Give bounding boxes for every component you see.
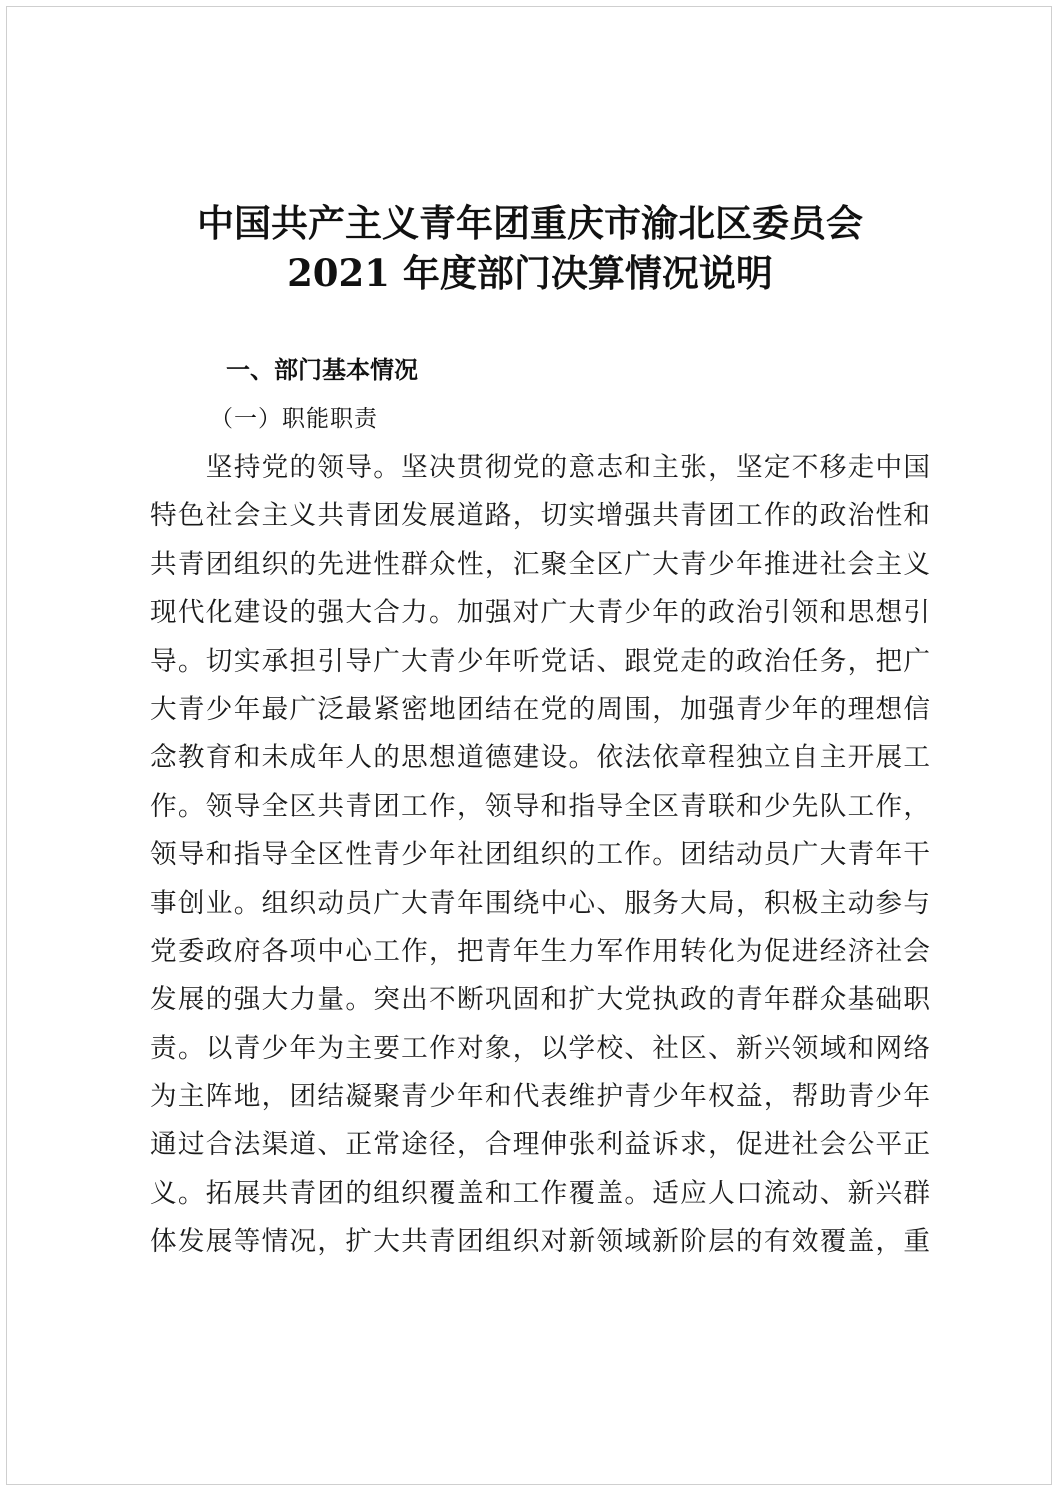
subsection-heading: （一）职能职责 (210, 406, 378, 432)
body-line: 为主阵地，团结凝聚青少年和代表维护青少年权益，帮助青少年 (150, 1081, 930, 1113)
body-line: 事创业。组织动员广大青年围绕中心、服务大局，积极主动参与 (150, 887, 930, 919)
document-title-line-1: 中国共产主义青年团重庆市渝北区委员会 (197, 201, 863, 245)
body-line: 坚持党的领导。坚决贯彻党的意志和主张，坚定不移走中国 (150, 452, 930, 483)
body-line: 义。拓展共青团的组织覆盖和工作覆盖。适应人口流动、新兴群 (150, 1177, 930, 1209)
body-line: 念教育和未成年人的思想道德建设。依法依章程独立自主开展工 (150, 742, 930, 774)
body-line: 领导和指导全区性青少年社团组织的工作。团结动员广大青年干 (150, 839, 930, 871)
body-line: 现代化建设的强大合力。加强对广大青少年的政治引领和思想引 (150, 597, 930, 629)
body-line: 导。切实承担引导广大青少年听党话、跟党走的政治任务，把广 (150, 645, 930, 677)
body-paragraph (150, 444, 930, 1267)
body-line: 责。以青少年为主要工作对象，以学校、社区、新兴领域和网络 (150, 1032, 930, 1064)
body-line: 体发展等情况，扩大共青团组织对新领域新阶层的有效覆盖，重 (150, 1226, 930, 1258)
document-title-line-2: 2021 年度部门决算情况说明 (287, 251, 773, 295)
body-line: 发展的强大力量。突出不断巩固和扩大党执政的青年群众基础职 (150, 984, 930, 1016)
section-heading: 一、部门基本情况 (226, 356, 418, 384)
body-line: 通过合法渠道、正常途径，合理伸张利益诉求，促进社会公平正 (150, 1129, 930, 1161)
body-line: 特色社会主义共青团发展道路，切实增强共青团工作的政治性和 (150, 500, 930, 532)
body-line: 党委政府各项中心工作，把青年生力军作用转化为促进经济社会 (150, 935, 930, 967)
body-line: 作。领导全区共青团工作，领导和指导全区青联和少先队工作， (150, 790, 930, 822)
body-line: 大青少年最广泛最紧密地团结在党的周围，加强青少年的理想信 (150, 693, 930, 725)
body-line: 共青团组织的先进性群众性，汇聚全区广大青少年推进社会主义 (150, 548, 930, 580)
